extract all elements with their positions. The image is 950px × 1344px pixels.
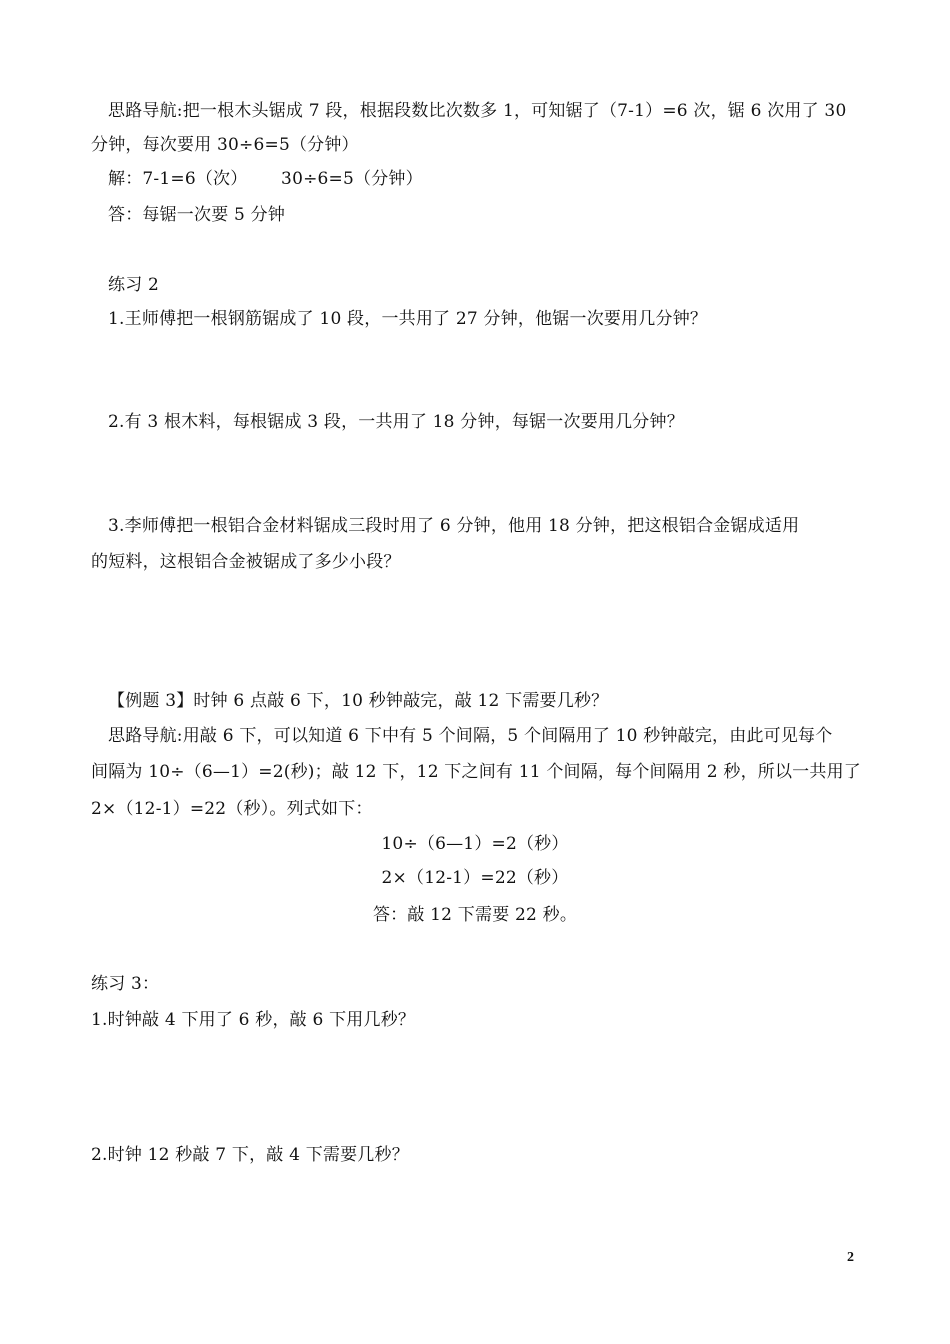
example3-idea-line3: 2×（12-1）=22（秒）。列式如下：: [91, 799, 373, 819]
example3-title: 【例题 3】时钟 6 点敲 6 下，10 秒钟敲完，敲 12 下需要几秒？: [108, 691, 609, 711]
example2-idea-line2: 分钟，每次要用 30÷6=5（分钟）: [91, 135, 359, 155]
practice2-question-3-line2: 的短料，这根铝合金被锯成了多少小段？: [91, 552, 401, 572]
practice3-question-2: 2.时钟 12 秒敲 7 下，敲 4 下需要几秒？: [91, 1145, 409, 1165]
practice3-question-1: 1.时钟敲 4 下用了 6 秒，敲 6 下用几秒？: [91, 1010, 416, 1030]
example2-answer: 答：每锯一次要 5 分钟: [108, 205, 286, 225]
practice2-question-2: 2.有 3 根木料，每根锯成 3 段，一共用了 18 分钟，每锯一次要用几分钟？: [108, 412, 684, 432]
example3-formula-2: 2×（12-1）=22（秒）: [381, 868, 569, 888]
example3-formula-1: 10÷（6—1）=2（秒）: [381, 834, 569, 854]
practice2-question-3-line1: 3.李师傅把一根铝合金材料锯成三段时用了 6 分钟，他用 18 分钟，把这根铝合金锯成适用: [108, 516, 800, 536]
example2-idea-line1: 思路导航:把一根木头锯成 7 段，根据段数比次数多 1，可知锯了（7-1）=6 次，锯 6 次用了 30: [108, 101, 847, 121]
practice2-question-1: 1.王师傅把一根钢筋锯成了 10 段，一共用了 27 分钟，他锯一次要用几分钟？: [108, 309, 708, 329]
example3-answer: 答：敲 12 下需要 22 秒。: [372, 905, 578, 925]
example2-solution: 解：7-1=6（次） 30÷6=5（分钟）: [108, 169, 423, 189]
example3-idea-line2: 间隔为 10÷（6—1）=2(秒)；敲 12 下，12 下之间有 11 个间隔，每个间隔用 2 秒，所以一共用了: [91, 762, 861, 782]
page-number: 2: [847, 1250, 854, 1265]
practice2-title: 练习 2: [108, 275, 160, 295]
practice3-title: 练习 3：: [91, 974, 160, 994]
example3-idea-line1: 思路导航:用敲 6 下，可以知道 6 下中有 5 个间隔，5 个间隔用了 10 秒钟敲完，由此可见每个: [108, 726, 833, 746]
